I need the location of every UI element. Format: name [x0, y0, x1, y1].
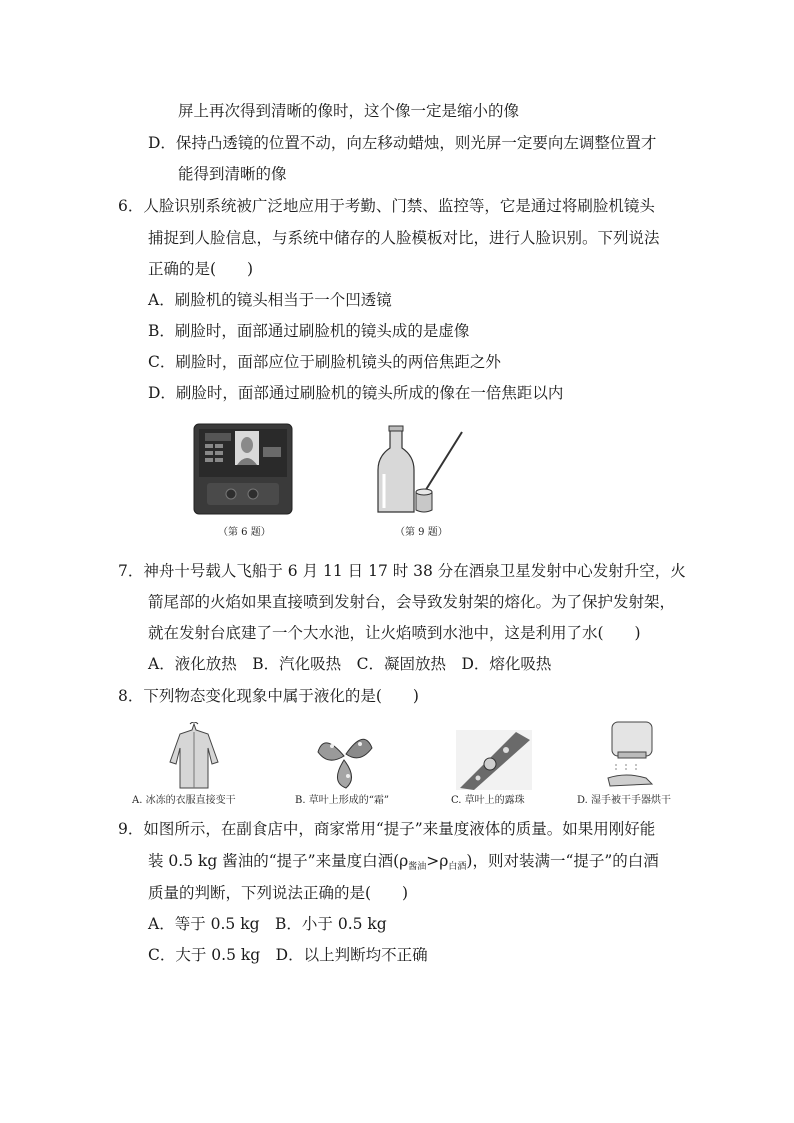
q9-rho-soy-subscript: 酱油	[408, 862, 427, 872]
q6-stem-line2: 捕捉到人脸信息，与系统中储存的人脸模板对比，进行人脸识别。下列说法	[148, 229, 660, 247]
q7-stem-line1: 7．神舟十号载人飞船于 6 月 11 日 17 时 38 分在酒泉卫星发射中心发射升空，火	[118, 562, 686, 580]
q6-option-a: A．刷脸机的镜头相当于一个凹透镜	[148, 291, 392, 309]
q9-stem-line3: 质量的判断，下列说法正确的是( )	[148, 884, 409, 902]
q9-stem2-part-b: >ρ	[426, 852, 449, 870]
q5-option-c-continuation: 屏上再次得到清晰的像时，这个像一定是缩小的像	[178, 102, 520, 120]
q6-option-d: D．刷脸时，面部通过刷脸机的镜头所成的像在一倍焦距以内	[148, 384, 564, 402]
q5-option-d-line1: D．保持凸透镜的位置不动，向左移动蜡烛，则光屏一定要向左调整位置才	[148, 134, 657, 152]
q7-stem-line3: 就在发射台底建了一个大水池，让火焰喷到水池中，这是利用了水( )	[148, 624, 641, 642]
q9-options-row2: C．大于 0.5 kg D．以上判断均不正确	[148, 946, 428, 964]
bottle-and-ladle-image	[370, 424, 470, 516]
frozen-shirt-image	[166, 722, 222, 790]
q9-stem-line2	[148, 851, 659, 877]
q5-option-d-line2: 能得到清晰的像	[178, 165, 287, 183]
figure-9-caption: （第 9 题）	[395, 527, 448, 538]
q7-stem-line2: 箭尾部的火焰如果直接喷到发射台，会导致发射架的熔化。为了保护发射架，	[148, 593, 676, 611]
q9-stem2-part-c: )，则对装满一“提子”的白酒	[466, 852, 659, 870]
q6-option-c: C．刷脸时，面部应位于刷脸机镜头的两倍焦距之外	[148, 353, 501, 371]
q8-caption-d: D. 湿手被干手器烘干	[577, 795, 672, 806]
q8-caption-a: A. 冰冻的衣服直接变干	[132, 795, 236, 806]
q7-options: A．液化放热 B．汽化吸热 C．凝固放热 D．熔化吸热	[148, 655, 552, 673]
q8-caption-c: C. 草叶上的露珠	[451, 795, 525, 806]
dew-drop-image	[456, 730, 532, 790]
frost-leaves-image	[314, 722, 376, 790]
q6-stem-line1: 6．人脸识别系统被广泛地应用于考勤、门禁、监控等，它是通过将刷脸机镜头	[118, 197, 655, 215]
q9-options-row1: A．等于 0.5 kg B．小于 0.5 kg	[148, 915, 387, 933]
face-scanner-image	[193, 423, 293, 515]
hand-dryer-image	[602, 718, 660, 792]
q9-stem-line1: 9．如图所示，在副食店中，商家常用“提子”来量度液体的质量。如果用刚好能	[118, 820, 656, 838]
q8-caption-b: B. 草叶上形成的“霜”	[295, 795, 389, 806]
q6-stem-line3: 正确的是( )	[148, 260, 254, 278]
figure-6-caption: （第 6 题）	[218, 527, 271, 538]
q6-option-b: B．刷脸时，面部通过刷脸机的镜头成的是虚像	[148, 322, 470, 340]
q9-rho-liquor-subscript: 白酒	[448, 862, 467, 872]
q9-stem2-part-a: 装 0.5 kg 酱油的“提子”来量度白酒(ρ	[148, 852, 409, 870]
q8-stem: 8．下列物态变化现象中属于液化的是( )	[118, 687, 419, 705]
